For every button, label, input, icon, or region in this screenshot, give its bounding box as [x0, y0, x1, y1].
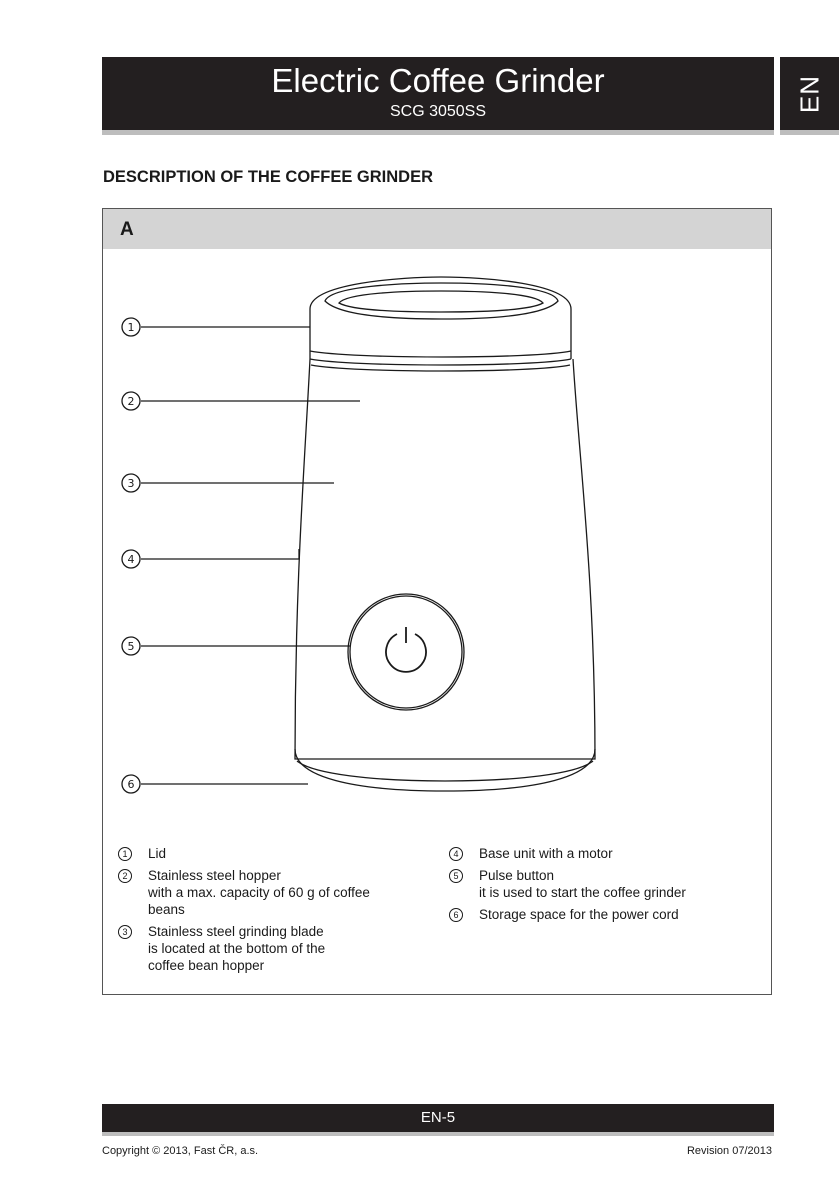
- legend-line: Lid: [148, 846, 167, 861]
- legend-number: 6: [449, 908, 463, 922]
- grinder-base-ring: [297, 761, 593, 781]
- page-number: EN-5: [420, 1109, 456, 1126]
- legend-right-column: [449, 845, 759, 928]
- legend-left-column: [118, 845, 418, 979]
- legend-item-3: [118, 923, 418, 974]
- legend-line: Base unit with a motor: [479, 846, 613, 861]
- grinder-body: [295, 359, 595, 759]
- lid-seam-2: [310, 359, 571, 365]
- legend-text: [148, 923, 325, 974]
- callout-number-2: 2: [127, 395, 135, 408]
- legend-text: [479, 867, 686, 901]
- legend-number: 2: [118, 869, 132, 883]
- lid-seam-3: [311, 365, 570, 371]
- callout-marker-6: [122, 775, 140, 793]
- callout-number-5: 5: [127, 640, 135, 653]
- legend-item-4: [449, 845, 759, 862]
- coffee-grinder-illustration: [103, 249, 771, 839]
- legend-line: Stainless steel grinding blade: [148, 924, 324, 939]
- header-bar: [102, 57, 774, 130]
- legend-line: Pulse button: [479, 868, 555, 883]
- callout-marker-1: [122, 318, 140, 336]
- callout-marker-5: [122, 637, 140, 655]
- legend-text: [148, 867, 370, 918]
- legend-number: 1: [118, 847, 132, 861]
- legend-line: Stainless steel hopper: [148, 868, 281, 883]
- lid-rim-inner: [339, 291, 543, 312]
- legend-number: 4: [449, 847, 463, 861]
- legend-text: [479, 906, 679, 923]
- legend-line: is located at the bottom of the: [148, 941, 326, 956]
- language-tab: [780, 57, 839, 130]
- legend-item-5: [449, 867, 759, 901]
- legend-line: coffee bean hopper: [148, 958, 265, 973]
- lid-rim-top: [325, 283, 558, 319]
- legend-line: it is used to start the coffee grinder: [479, 885, 686, 900]
- copyright-notice: Copyright © 2013, Fast ČR, a.s.: [102, 1145, 259, 1157]
- callout-marker-3: [122, 474, 140, 492]
- section-heading: DESCRIPTION OF THE COFFEE GRINDER: [103, 168, 434, 186]
- document-title: Electric Coffee Grinder: [271, 62, 605, 99]
- legend-number: 3: [118, 925, 132, 939]
- model-number: SCG 3050SS: [389, 103, 487, 120]
- legend-item-1: [118, 845, 418, 862]
- legend-item-2: [118, 867, 418, 918]
- callout-marker-2: [122, 392, 140, 410]
- callout-number-1: 1: [127, 321, 135, 334]
- revision-date: Revision 07/2013: [686, 1145, 772, 1157]
- footer-bar: [102, 1104, 774, 1132]
- callout-number-6: 6: [127, 778, 135, 791]
- figure-label-band: [103, 209, 771, 249]
- legend-text: [148, 845, 166, 862]
- legend-item-6: [449, 906, 759, 923]
- callout-line-4: [141, 549, 299, 559]
- callout-number-4: 4: [127, 553, 135, 566]
- legend-line: with a max. capacity of 60 g of coffee: [148, 885, 370, 900]
- callout-marker-4: [122, 550, 140, 568]
- figure-label: A: [120, 219, 134, 240]
- pulse-button-inner: [350, 596, 462, 708]
- grinder-base: [295, 749, 595, 791]
- legend-number: 5: [449, 869, 463, 883]
- figure-box: [102, 208, 772, 995]
- legend-text: [479, 845, 613, 862]
- language-code: EN: [794, 74, 824, 113]
- pulse-button-outer: [348, 594, 464, 710]
- legend-line: Storage space for the power cord: [479, 907, 679, 922]
- legend-line: beans: [148, 902, 185, 917]
- callout-number-3: 3: [127, 477, 135, 490]
- lid-seam-1: [310, 351, 571, 357]
